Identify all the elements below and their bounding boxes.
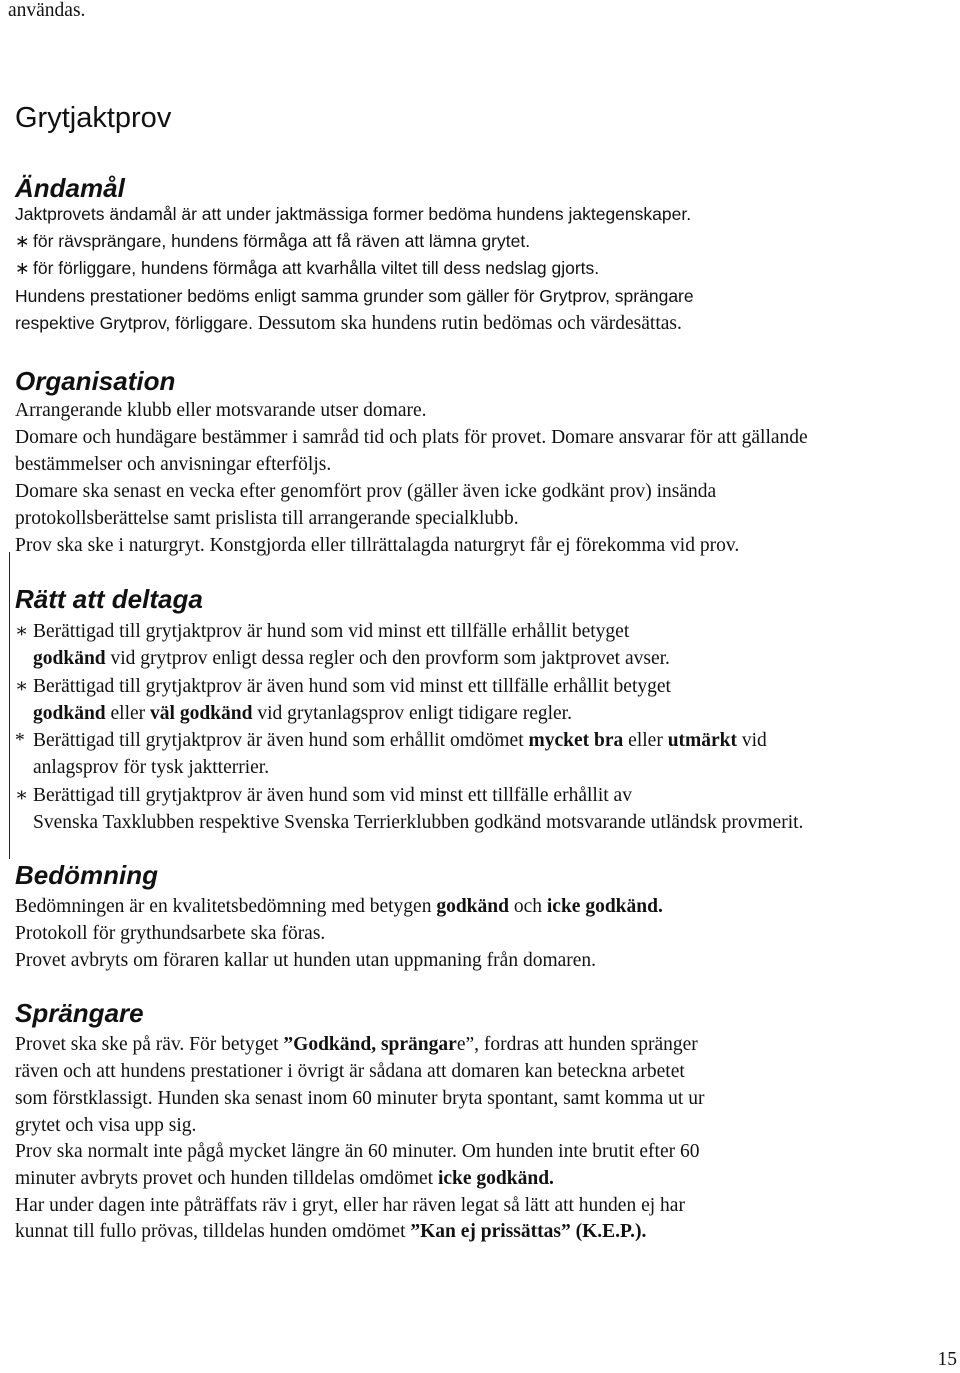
bedomning-line: Protokoll för grythundsarbete ska föras. [15, 923, 326, 944]
page-number: 15 [937, 1349, 957, 1370]
organisation-line: Domare och hundägare bestämmer i samråd tid och plats för provet. Domare ansvarar för att gällande [15, 427, 808, 448]
sprangare-line: minuter avbryts provet och hunden tilldelas omdömet icke godkänd. [15, 1168, 554, 1189]
revision-bar [9, 552, 10, 859]
bullet-icon: ∗ [15, 231, 30, 251]
bedomning-line: Provet avbryts om föraren kallar ut hunden utan uppmaning från domaren. [15, 950, 597, 971]
bedomning-line: Bedömningen är en kvalitetsbedömning med betygen godkänd och icke godkänd. [15, 896, 663, 917]
sprangare-line: Har under dagen inte påträffats räv i gryt, eller har räven legat så lätt att hunden ej har [15, 1195, 685, 1216]
eligibility-item-cont: godkänd vid grytprov enligt dessa regler och den provform som jaktprovet avser. [33, 648, 670, 669]
organisation-line: Arrangerande klubb eller motsvarande utser domare. [15, 400, 427, 421]
organisation-line: Domare ska senast en vecka efter genomfört prov (gäller även icke godkänt prov) insända [15, 481, 717, 502]
top-fragment: användas. [8, 0, 86, 21]
sprangare-line: kunnat till fullo prövas, tilldelas hunden omdömet ”Kan ej prissättas” (K.E.P.). [15, 1221, 647, 1242]
sprangare-line: som förstklassigt. Hunden ska senast inom 60 minuter bryta spontant, samt komma ut ur [15, 1088, 705, 1109]
sprangare-line: grytet och visa upp sig. [15, 1115, 197, 1136]
andamal-intro: Jaktprovets ändamål är att under jaktmässiga former bedöma hundens jaktegenskaper. [15, 204, 692, 224]
eligibility-item-cont: godkänd eller väl godkänd vid grytanlagsprov enligt tidigare regler. [33, 703, 572, 724]
organisation-line: Prov ska ske i naturgryt. Konstgjorda eller tillrättalagda naturgryt får ej förekomma vid prov. [15, 535, 740, 556]
bullet-icon: ∗ [15, 621, 29, 642]
section-heading-bedomning: Bedömning [15, 860, 158, 890]
andamal-bullet-rav: ∗ för rävsprängare, hundens förmåga att få räven att lämna grytet. [15, 228, 530, 255]
andamal-bullet-forliggare: ∗ för förliggare, hundens förmåga att kvarhålla viltet till dess nedslag gjorts. [15, 255, 599, 282]
page-title: Grytjaktprov [15, 102, 172, 134]
eligibility-item: ∗ Berättigad till grytjaktprov är hund som vid minst ett tillfälle erhållit betyget [15, 618, 629, 645]
bullet-icon: ∗ [15, 785, 29, 806]
eligibility-item: ∗ Berättigad till grytjaktprov är även hund som vid minst ett tillfälle erhållit av [15, 782, 632, 809]
organisation-line: protokollsberättelse samt prislista till arrangerande specialklubb. [15, 508, 519, 529]
sprangare-line: Prov ska normalt inte pågå mycket längre än 60 minuter. Om hunden inte brutit efter 60 [15, 1141, 700, 1162]
section-heading-sprangare: Sprängare [15, 998, 144, 1028]
eligibility-item-cont: Svenska Taxklubben respektive Svenska Terrierklubben godkänd motsvarande utländsk provmerit. [33, 812, 804, 833]
organisation-line: bestämmelser och anvisningar efterföljs. [15, 454, 332, 475]
andamal-line: Hundens prestationer bedöms enligt samma grunder som gäller för Grytprov, sprängare [15, 286, 694, 306]
bullet-icon: * [15, 730, 25, 751]
bullet-icon: ∗ [15, 676, 29, 697]
sprangare-line: Provet ska ske på räv. För betyget ”Godkänd, sprängare”, fordras att hunden spränger [15, 1034, 698, 1055]
eligibility-item: ∗ Berättigad till grytjaktprov är även hund som vid minst ett tillfälle erhållit betyget [15, 673, 671, 700]
eligibility-item-cont: anlagsprov för tysk jaktterrier. [33, 757, 270, 778]
eligibility-item: * Berättigad till grytjaktprov är även hund som erhållit omdömet mycket bra eller utmärkt vid [15, 727, 767, 754]
andamal-line: respektive Grytprov, förliggare. Dessutom ska hundens rutin bedömas och värdesättas. [15, 313, 682, 334]
section-heading-andamal: Ändamål [15, 173, 125, 203]
bullet-icon: ∗ [15, 258, 30, 278]
sprangare-line: räven och att hundens prestationer i övrigt är sådana att domaren kan beteckna arbetet [15, 1061, 685, 1082]
section-heading-organisation: Organisation [15, 366, 176, 396]
section-heading-ratt-att-deltaga: Rätt att deltaga [15, 584, 203, 614]
